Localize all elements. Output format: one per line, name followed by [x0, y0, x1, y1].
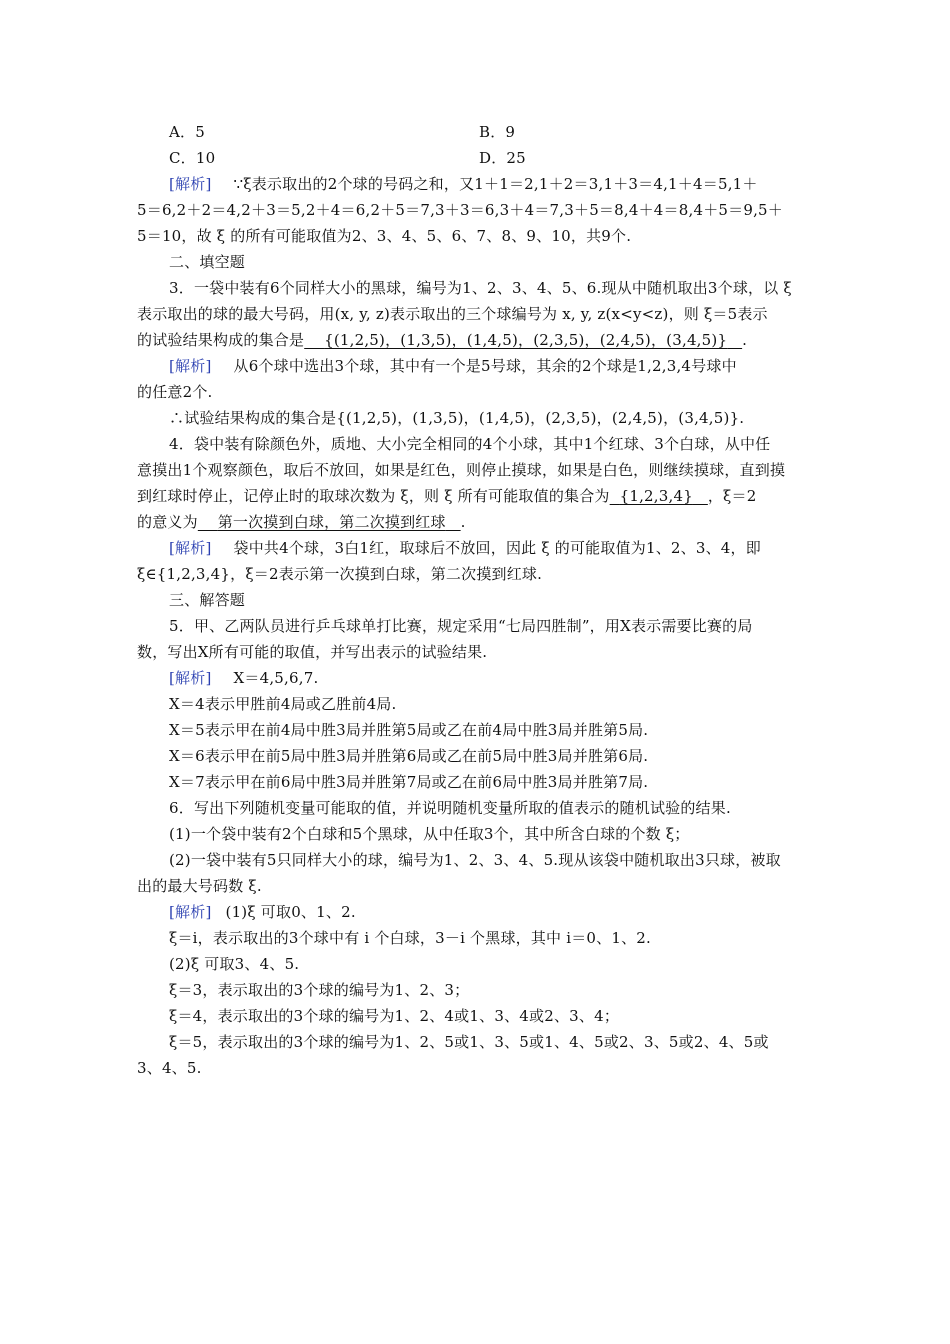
q6-analysis-line-3: (2)ξ 可取3、4、5.	[169, 955, 300, 973]
q6-analysis-line-5: ξ＝4，表示取出的3个球的编号为1、2、4或1、3、4或2、3、4；	[169, 1007, 620, 1025]
q4-answer-1	[610, 487, 708, 505]
q5-analysis-line-5: X＝7表示甲在前6局中胜3局并胜第7局或乙在前6局中胜3局并胜第7局.	[169, 773, 649, 791]
q4-answer-1-text: {1,2,3,4}	[619, 487, 693, 505]
q3-line-3	[137, 327, 747, 353]
q4-line-3-suffix: ，ξ＝2	[707, 487, 757, 505]
option-c: C．10	[169, 149, 216, 167]
jiexi-tag: [解析]	[169, 669, 212, 687]
q3-analysis-line-2: 的任意2个.	[137, 383, 213, 401]
q5-analysis-line-4: X＝6表示甲在前5局中胜3局并胜第6局或乙在前5局中胜3局并胜第6局.	[169, 747, 649, 765]
q3-answer	[304, 331, 742, 349]
jiexi-tag: [解析]	[169, 357, 212, 375]
q4-line-2: 意摸出1个观察颜色，取后不放回，如果是红色，则停止摸球，如果是白色，则继续摸球，直到摸	[137, 461, 786, 479]
q6-analysis-line-4: ξ＝3，表示取出的3个球的编号为1、2、3；	[169, 981, 470, 999]
q2-analysis-line-3: 5＝10，故 ξ 的所有可能取值为2、3、4、5、6、7、8、9、10，共9个.	[137, 227, 632, 245]
q6-line-2: (1)一个袋中装有2个白球和5个黑球，从中任取3个，其中所含白球的个数 ξ；	[169, 825, 690, 843]
option-a: A．5	[169, 123, 205, 141]
q6-analysis-line-7: 3、4、5.	[137, 1059, 202, 1077]
q4-line-4-suffix: .	[460, 513, 466, 531]
q4-answer-2-text: 第一次摸到白球，第二次摸到红球	[217, 513, 446, 531]
section-answer-title: 三、解答题	[169, 591, 246, 609]
q3-analysis-line-1	[169, 353, 737, 379]
q5-analysis-line-3: X＝5表示甲在前4局中胜3局并胜第5局或乙在前4局中胜3局并胜第5局.	[169, 721, 649, 739]
q4-line-3-prefix: 到红球时停止，记停止时的取球次数为 ξ，则 ξ 所有可能取值的集合为	[137, 487, 610, 505]
jiexi-tag: [解析]	[169, 539, 212, 557]
q6-line-3: (2)一袋中装有5只同样大小的球，编号为1、2、3、4、5.现从该袋中随机取出3只球，被取	[169, 851, 781, 869]
q6-line-4: 出的最大号码数 ξ.	[137, 877, 262, 895]
option-d: D．25	[479, 149, 526, 167]
q2-analysis-line-1	[169, 171, 758, 197]
q3-line-3-prefix: 的试验结果构成的集合是	[137, 331, 305, 349]
q4-analysis-line-1	[169, 535, 761, 561]
q4-line-4	[137, 509, 466, 535]
q6-analysis-line-6: ξ＝5，表示取出的3个球的编号为1、2、5或1、3、5或1、4、5或2、3、5或2、4、5或	[169, 1033, 769, 1051]
q6-line-1: 6．写出下列随机变量可能取的值，并说明随机变量所取的值表示的随机试验的结果.	[169, 799, 731, 817]
q2-analysis-text: ∵ξ表示取出的2个球的号码之和，又1＋1＝2,1＋2＝3,1＋3＝4,1＋4＝5,1＋	[233, 175, 758, 193]
q3-line-2: 表示取出的球的最大号码，用(x, y, z)表示取出的三个球编号为 x, y, z(x<y<z)，则 ξ＝5表示	[137, 305, 768, 323]
q4-analysis-line-2: ξ∈{1,2,3,4}，ξ＝2表示第一次摸到白球，第二次摸到红球.	[137, 565, 543, 583]
q3-line-3-suffix: .	[742, 331, 748, 349]
q6-analysis-text: (1)ξ 可取0、1、2.	[225, 903, 356, 921]
jiexi-tag: [解析]	[169, 903, 212, 921]
q3-analysis-text: 从6个球中选出3个球，其中有一个是5号球，其余的2个球是1,2,3,4号球中	[233, 357, 737, 375]
section-fill-in-title: 二、填空题	[169, 253, 246, 271]
q5-analysis-line-2: X＝4表示甲胜前4局或乙胜前4局.	[169, 695, 397, 713]
jiexi-tag: [解析]	[169, 175, 212, 193]
q4-line-3	[137, 483, 756, 509]
q2-analysis-line-2: 5＝6,2＋2＝4,2＋3＝5,2＋4＝6,2＋5＝7,3＋3＝6,3＋4＝7,3＋5＝8,4＋4＝8,4＋5＝9,5＋	[137, 201, 783, 219]
q3-answer-text: {(1,2,5)，(1,3,5)，(1,4,5)，(2,3,5)，(2,4,5)，(3,4,5)}	[324, 331, 728, 349]
q5-analysis-line-1	[169, 665, 318, 691]
q5-line-1: 5．甲、乙两队员进行乒乓球单打比赛，规定采用“七局四胜制”，用X表示需要比赛的局	[169, 617, 753, 635]
q4-line-1: 4．袋中装有除颜色外，质地、大小完全相同的4个小球，其中1个红球、3个白球，从中任	[169, 435, 771, 453]
q5-line-2: 数，写出X所有可能的取值，并写出表示的试验结果.	[137, 643, 488, 661]
q3-line-1: 3．一袋中装有6个同样大小的黑球，编号为1、2、3、4、5、6.现从中随机取出3个球，以 ξ	[169, 279, 792, 297]
option-b: B．9	[479, 123, 516, 141]
q4-analysis-text: 袋中共4个球，3白1红，取球后不放回，因此 ξ 的可能取值为1、2、3、4，即	[233, 539, 761, 557]
q4-answer-2	[198, 513, 461, 531]
q5-analysis-text: X＝4,5,6,7.	[233, 669, 319, 687]
q6-analysis-line-1	[169, 899, 356, 925]
q4-line-4-prefix: 的意义为	[137, 513, 198, 531]
q6-analysis-line-2: ξ＝i，表示取出的3个球中有 i 个白球，3－i 个黑球，其中 i＝0、1、2.	[169, 929, 652, 947]
q3-analysis-line-3: ∴试验结果构成的集合是{(1,2,5)，(1,3,5)，(1,4,5)，(2,3,5)，(2,4,5)，(3,4,5)}.	[169, 409, 745, 427]
